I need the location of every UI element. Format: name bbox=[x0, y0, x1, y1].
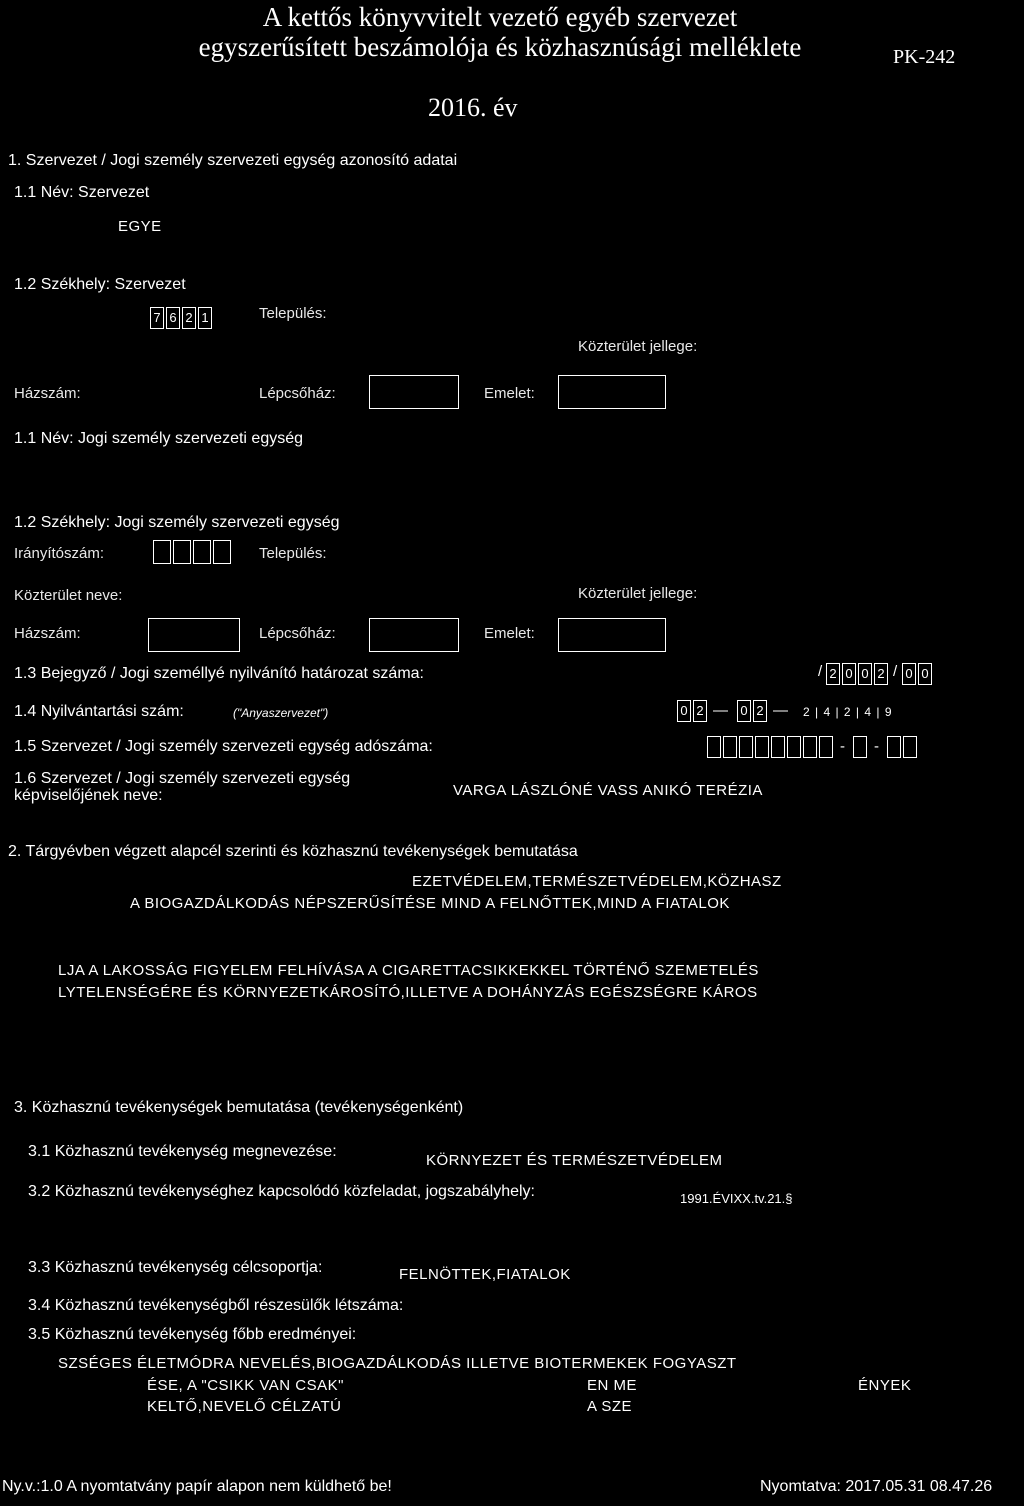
unit-stair-field[interactable] bbox=[369, 618, 459, 652]
results-line3b: A SZE bbox=[587, 1398, 633, 1415]
record-number-part2: 0 2 bbox=[737, 700, 769, 722]
activity-text-line4: LYTELENSÉGÉRE ÉS KÖRNYEZETKÁROSÍTÓ,ILLETVE A DOHÁNYZÁS EGÉSZSÉGRE KÁROS bbox=[58, 984, 758, 1001]
unit-zip-boxes[interactable] bbox=[153, 540, 233, 564]
zip-digit: 7 bbox=[150, 307, 164, 329]
section-3-heading: 3. Közhasznú tevékenységek bemutatása (tevékenységenként) bbox=[14, 1099, 464, 1116]
activity-text-line2: A BIOGAZDÁLKODÁS NÉPSZERŰSÍTÉSE MIND A FELNŐTTEK,MIND A FIATALOK bbox=[130, 895, 730, 912]
registration-label: 1.3 Bejegyző / Jogi személlyé nyilvánító határozat száma: bbox=[14, 665, 424, 682]
seat-label: 1.2 Székhely: Szervezet bbox=[14, 276, 186, 293]
unit-house-number-field[interactable] bbox=[148, 618, 240, 652]
street-name-label: Közterület neve: bbox=[14, 587, 123, 604]
results-line2c: ÉNYEK bbox=[858, 1377, 912, 1394]
street-type-label: Közterület jellege: bbox=[578, 338, 698, 355]
tax-number-main[interactable] bbox=[707, 736, 835, 758]
form-title-line1: A kettős könyvvitelt vezető egyéb szervezet bbox=[262, 2, 738, 32]
unit-floor-field[interactable] bbox=[558, 618, 666, 652]
form-code: PK-242 bbox=[893, 46, 956, 68]
results-line1: SZSÉGES ÉLETMÓDRA NEVELÉS,BIOGAZDÁLKODÁS ILLETVE BIOTERMEKEK FOGYASZT bbox=[58, 1355, 737, 1372]
name-value: EGYE bbox=[118, 218, 162, 235]
zip-digit: 2 bbox=[182, 307, 196, 329]
results-label: 3.5 Közhasznú tevékenység főbb eredményei: bbox=[28, 1326, 357, 1343]
zip-code-boxes bbox=[150, 307, 214, 329]
settlement-label: Település: bbox=[259, 305, 327, 322]
activity-text-line1: EZETVÉDELEM,TERMÉSZETVÉDELEM,KÖZHASZ bbox=[412, 873, 782, 890]
stair-field[interactable] bbox=[369, 375, 459, 409]
footer-version-note: Ny.v.:1.0 A nyomtatvány papír alapon nem küldhető be! bbox=[2, 1478, 392, 1495]
representative-label-line2: képviselőjének neve: bbox=[14, 787, 163, 804]
floor-field[interactable] bbox=[558, 375, 666, 409]
zip-label: Irányítószám: bbox=[14, 545, 105, 562]
stair-label: Lépcsőház: bbox=[259, 385, 336, 402]
results-line3a: KELTŐ,NEVELŐ CÉLZATÚ bbox=[147, 1398, 342, 1415]
activity-text-line3: LJA A LAKOSSÁG FIGYELEM FELHÍVÁSA A CIGARETTACSIKKEKKEL TÖRTÉNŐ SZEMETELÉS bbox=[58, 962, 759, 979]
tax-number-vat-code[interactable] bbox=[853, 736, 869, 758]
unit-street-type-label: Közterület jellege: bbox=[578, 585, 698, 602]
tax-number-label: 1.5 Szervezet / Jogi személy szervezeti egység adószáma: bbox=[14, 738, 433, 755]
representative-label-line1: 1.6 Szervezet / Jogi személy szervezeti egység bbox=[14, 770, 351, 787]
zip-digit: 1 bbox=[198, 307, 212, 329]
target-group-label: 3.3 Közhasznú tevékenység célcsoportja: bbox=[28, 1259, 323, 1276]
beneficiaries-label: 3.4 Közhasznú tevékenységből részesülők létszáma: bbox=[28, 1297, 404, 1314]
activity-name-label: 3.1 Közhasznú tevékenység megnevezése: bbox=[28, 1143, 337, 1160]
activity-name-value: KÖRNYEZET ÉS TERMÉSZETVÉDELEM bbox=[426, 1152, 723, 1169]
record-number-label: 1.4 Nyilvántartási szám: bbox=[14, 703, 184, 720]
tax-number-county-code[interactable] bbox=[887, 736, 919, 758]
public-task-label: 3.2 Közhasznú tevékenységhez kapcsolódó közfeladat, jogszabályhely: bbox=[28, 1183, 535, 1200]
unit-name-label: 1.1 Név: Jogi személy szervezeti egység bbox=[14, 430, 304, 447]
section-1-heading: 1. Szervezet / Jogi személy szervezeti egység azonosító adatai bbox=[8, 152, 458, 169]
name-label: 1.1 Név: Szervezet bbox=[14, 184, 150, 201]
unit-floor-label: Emelet: bbox=[484, 625, 535, 642]
representative-name: VARGA LÁSZLÓNÉ VASS ANIKÓ TERÉZIA bbox=[453, 782, 763, 799]
record-number-part1: 0 2 bbox=[677, 700, 709, 722]
results-line2a: ÉSE, A "CSIKK VAN CSAK" bbox=[147, 1377, 344, 1394]
form-year: 2016. év bbox=[428, 93, 518, 122]
unit-stair-label: Lépcsőház: bbox=[259, 625, 336, 642]
house-number-label: Házszám: bbox=[14, 385, 81, 402]
registration-number-year: 2 0 0 2 bbox=[826, 663, 890, 685]
floor-label: Emelet: bbox=[484, 385, 535, 402]
record-number-note: ("Anyaszervezet") bbox=[233, 706, 329, 720]
section-2-heading: 2. Tárgyévben végzett alapcél szerinti és közhasznú tevékenységek bemutatása bbox=[8, 843, 578, 860]
unit-settlement-label: Település: bbox=[259, 545, 327, 562]
results-line2b: EN ME bbox=[587, 1377, 638, 1394]
public-task-value: 1991.ÉVIXX.tv.21.§ bbox=[680, 1191, 793, 1206]
footer-print-date: Nyomtatva: 2017.05.31 08.47.26 bbox=[760, 1478, 993, 1495]
unit-seat-label: 1.2 Székhely: Jogi személy szervezeti egység bbox=[14, 514, 340, 531]
zip-digit: 6 bbox=[166, 307, 180, 329]
record-number-tail: 2 | 4 | 2 | 4 | 9 bbox=[803, 705, 893, 719]
registration-number-suffix: 0 0 bbox=[902, 663, 934, 685]
form-title-line2: egyszerűsített beszámolója és közhasznúsági melléklete bbox=[198, 32, 802, 62]
unit-house-number-label: Házszám: bbox=[14, 625, 81, 642]
target-group-value: FELNÖTTEK,FIATALOK bbox=[399, 1266, 571, 1283]
